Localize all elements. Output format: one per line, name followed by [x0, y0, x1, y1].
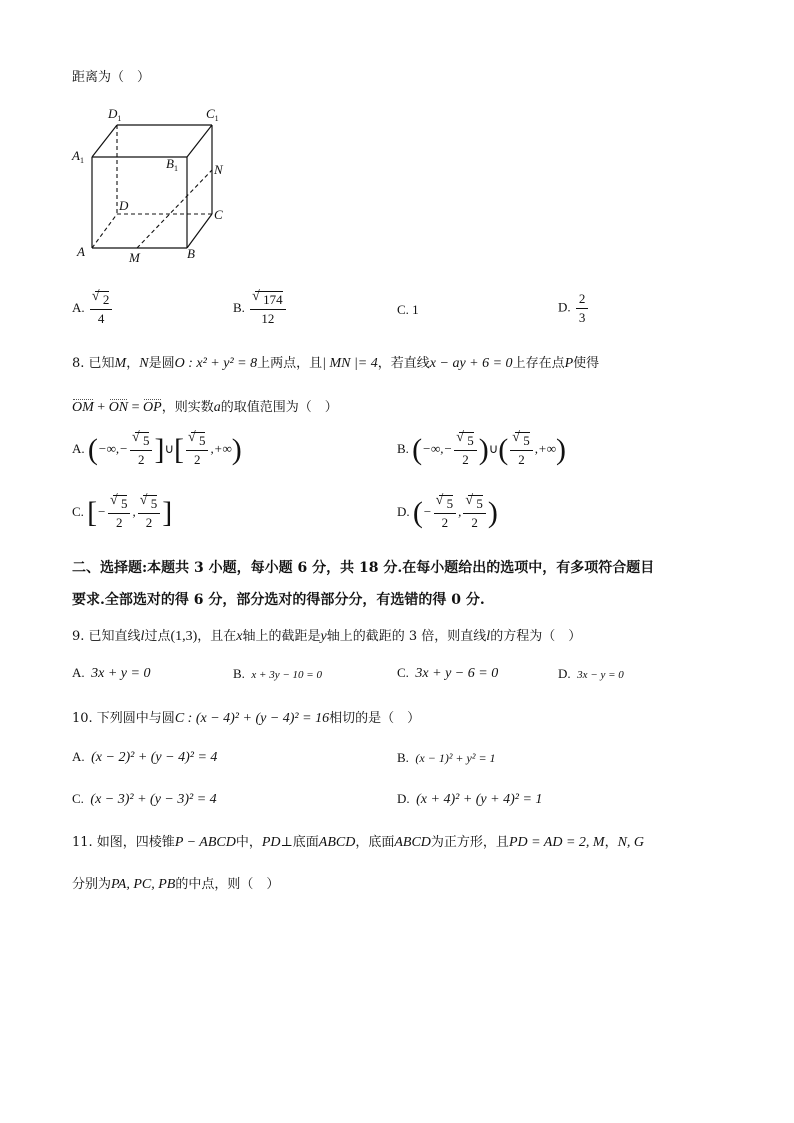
edge-ad-hidden: [92, 214, 117, 248]
label-b: B: [187, 246, 195, 261]
q8-option-b[interactable]: B. (−∞,− √ $\frac{5}{2}$ )∪( √ $\frac{5}{2}$ ,+∞): [397, 432, 566, 468]
label-m: M: [129, 250, 140, 265]
q11-stem-line2: 分别为PA, PC, PB的中点，则（ ）: [72, 877, 280, 892]
label-n: N: [214, 162, 223, 177]
q10-option-b[interactable]: B. (x − 1)² + y² = 1: [397, 750, 496, 765]
section2-heading-line2: 要求.全部选对的得 6 分，部分选对的得部分分，有选错的得 0 分.: [72, 592, 485, 608]
label-c1: $C_1$: [206, 106, 219, 123]
cube-figure: [70, 100, 240, 270]
label-d1: $D_1$: [108, 106, 122, 123]
fraction: √ $\frac{2}{4}$: [90, 291, 113, 327]
label-d: D: [119, 198, 129, 213]
label-a1: $A_1$: [72, 148, 84, 165]
section2-heading-line1: 二、选择题:本题共 3 小题，每小题 6 分，共 18 分.在每小题给出的选项中，有多项符合题目: [72, 560, 655, 576]
edge-b1c1: [187, 125, 212, 157]
fraction: $\frac{2}{3}$: [576, 291, 589, 326]
edge-bc: [187, 214, 212, 248]
q10-option-a[interactable]: A. (x − 2)² + (y − 4)² = 4: [72, 749, 218, 765]
q9-option-b[interactable]: B. x + 3y − 10 = 0: [233, 666, 322, 681]
q7-option-b[interactable]: B. √ $\frac{174}{12}$: [233, 291, 288, 327]
q8-stem-line2: OM + ON = OP，则实数a的取值范围为（ ）: [72, 400, 338, 415]
q7-option-c[interactable]: C. 1: [397, 302, 419, 317]
q9-stem: 9. 已知直线l过点(1,3)，且在x轴上的截距是y轴上的截距的 3 倍，则直线l的方程为（ ）: [72, 629, 582, 644]
q9-option-a[interactable]: A. 3x + y = 0: [72, 665, 151, 681]
q9-option-d[interactable]: D. 3x − y = 0: [558, 666, 624, 681]
q10-option-d[interactable]: D. (x + 4)² + (y + 4)² = 1: [397, 791, 543, 807]
q10-option-c[interactable]: C. (x − 3)² + (y − 3)² = 4: [72, 791, 217, 807]
q10-stem: 10. 下列圆中与圆C : (x − 4)² + (y − 4)² = 16相切的是（ ）: [72, 711, 421, 726]
q8-option-d[interactable]: D. (− √ $\frac{5}{2}$ , √ $\frac{5}{2}$ ): [397, 495, 498, 531]
q8-option-c[interactable]: C. [− √ $\frac{5}{2}$ , √ $\frac{5}{2}$ ]: [72, 495, 172, 531]
q8-option-a[interactable]: A. (−∞,− √ $\frac{5}{2}$ ]∪[ √ $\frac{5}{2}$ ,+∞): [72, 432, 242, 468]
label-a: A: [77, 244, 85, 259]
q7-option-d[interactable]: D. $\frac{2}{3}$: [558, 291, 590, 326]
segment-mn: [137, 170, 212, 248]
q11-stem-line1: 11. 如图，四棱锥P − ABCD中，PD⊥底面ABCD，底面ABCD为正方形，且PD = AD = 2, M，N, G: [72, 835, 645, 850]
fraction: √ $\frac{174}{12}$: [250, 291, 286, 327]
q7-option-a[interactable]: A. √ $\frac{2}{4}$: [72, 291, 114, 327]
q7-tail-text: 距离为（ ）: [72, 70, 151, 85]
q8-stem-line1: 8. 已知M，N是圆O : x² + y² = 8上两点，且| MN |= 4，若直线x − ay + 6 = 0上存在点P使得: [72, 356, 600, 371]
label-c: C: [214, 207, 223, 222]
label-b1: $B_1$: [166, 156, 178, 173]
q9-option-c[interactable]: C. 3x + y − 6 = 0: [397, 665, 499, 681]
edge-a1d1: [92, 125, 117, 157]
